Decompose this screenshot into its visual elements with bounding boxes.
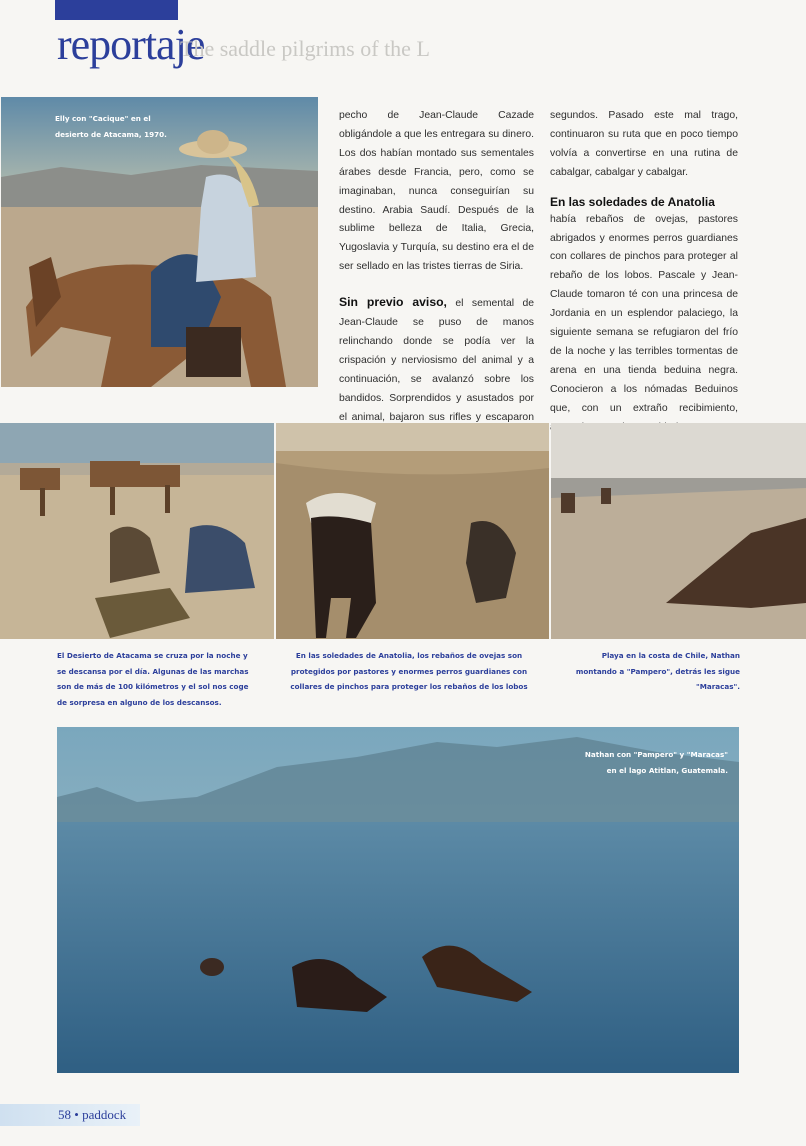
camp-photo-illustration: [0, 423, 274, 639]
page-folio: [58, 1107, 126, 1123]
photo-caption-chile: Playa en la costa de Chile, Nathan montando a "Pampero", detrás les sigue "Maracas".: [575, 651, 740, 691]
photo-cacique: [1, 97, 318, 387]
article-column-1: [339, 107, 534, 446]
photo-caption-cacique: Elly con "Cacique" en el desierto de Atacama, 1970.: [55, 114, 167, 139]
photo-anatolia: [276, 423, 549, 639]
bullet-separator: •: [74, 1107, 79, 1122]
caption-line: Nathan con "Pampero" y "Maracas": [584, 750, 728, 759]
photo-caption-anatolia: En las soledades de Anatolia, los rebaños de ovejas son protegidos por pastores y enormes perros guardianes con collares de pinchos para proteger los rebaños de los lobos: [290, 651, 528, 691]
paragraph: había rebaños de ovejas, pastores abrigados y enormes perros guardianes con collares de pinchos para proteger al rebaño de los lobos. Pascale y Jean-Claude tomaron té con una princesa de Jordania en un esplendor palaciego, la siguiente semana se refugiaron del frío de la noche y las terribles tormentas de arena en una tienda beduina negra. Conocieron a los nómadas Beduinos que, con un extraño recibimiento,: [550, 213, 738, 414]
section-title: reportaje: [57, 20, 205, 69]
lake-photo-illustration: [57, 727, 739, 1073]
paragraph: pecho de Jean-Claude Cazade obligándole a que les entregara su dinero. Los dos habían montado sus sementales árabes desde Francia, pero, como se imaginaban, nunca conseguirían su destino. Arabia Saudí. Después de la sublime belleza de Italia, Grecia, Yugoslavia y Turquía, su destino era el de ser sellado en las tristes tierras de Siria.: [339, 110, 534, 273]
paragraph-lead: Sin previo aviso,: [339, 295, 447, 310]
photo-caption-atacama: El Desierto de Atacama se cruza por la noche y se descansa por el día. Algunas de las marchas son de más de 100 kilómetros y el sol nos coge de sorpresa en alguno de los descansos.: [57, 651, 249, 707]
subheading: En las soledades de Anatolia: [550, 194, 715, 209]
photo-atacama-camp: [0, 423, 274, 639]
caption-line: en el lago Atitlan, Guatemala.: [606, 765, 728, 775]
article-column-2: [550, 107, 738, 438]
beach-photo-illustration: [551, 423, 806, 639]
header-color-bar: [55, 0, 178, 20]
anatolia-photo-illustration: [276, 423, 549, 639]
photo-lake-atitlan: [57, 727, 739, 1073]
ghost-headline: The saddle pilgrims of the L: [180, 36, 430, 61]
magazine-name: paddock: [82, 1107, 127, 1122]
paragraph: segundos. Pasado este mal trago, continuaron su ruta que en poco tiempo volvía a convertirse en una rutina de cabalgar, cabalgar y cabalgar.: [550, 110, 738, 178]
photo-caption-atitlan: [562, 747, 728, 778]
photo-chile-beach: [551, 423, 806, 639]
paragraph-body: el semental de Jean-Claude se puso de manos relinchando donde se podía ver la crispación y nerviosismo del animal y a continuación, se avalanzó sobre los bandidos. Sorprendidos y asustados por el animal, bajaron sus rifles y escaparon: [339, 298, 535, 423]
page-number: 58: [58, 1107, 71, 1122]
